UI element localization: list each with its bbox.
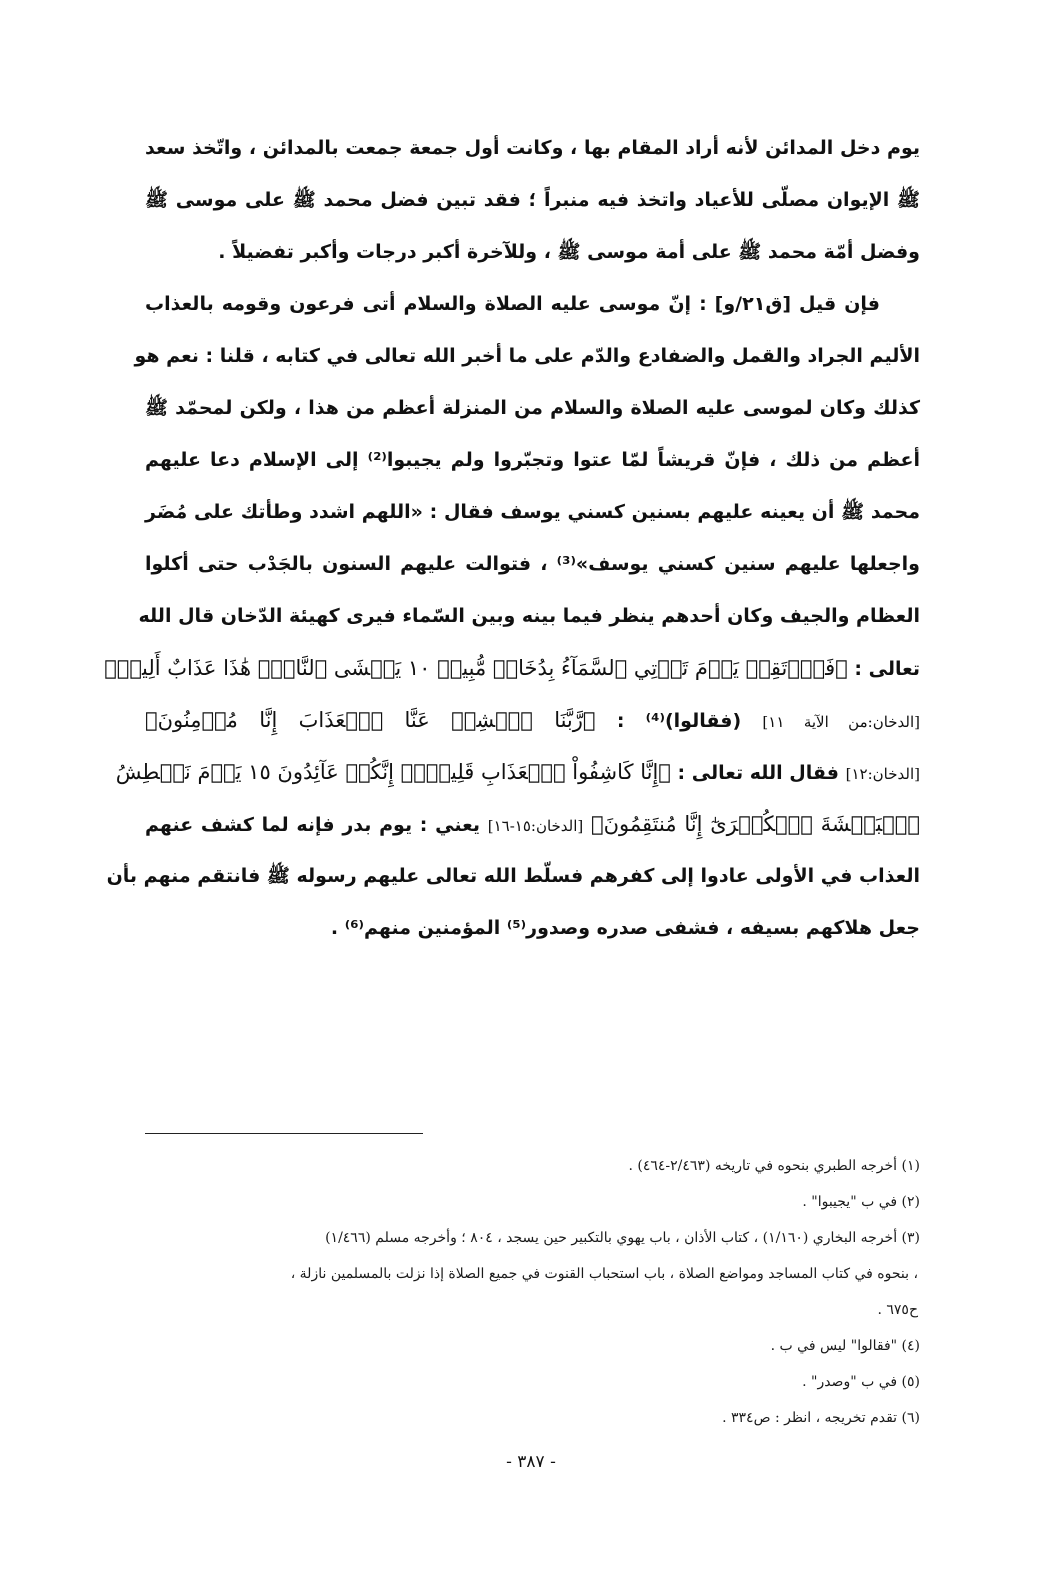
surah-reference-1: [الدخان:من الآية ١١] xyxy=(762,713,921,731)
verse-line-3 xyxy=(115,746,920,798)
footnote-6: (٦) تقدم تخريجه ، انظر : ص٣٣٤ . xyxy=(722,1410,920,1426)
footnote-2: (٢) في ب "يجيبوا" . xyxy=(802,1194,920,1210)
text-line-3: وفضل أمّة محمد ﷺ على أمة موسى ﷺ ، وللآخرة أكبر درجات وأكبر تفضيلاً . xyxy=(218,241,920,263)
closing-line-2: جعل هلاكهم بسيفه ، فشفى صدره وصدور⁽⁵⁾ المؤمنين منهم⁽⁶⁾ . xyxy=(330,917,920,939)
text-line-10: العظام والجيف وكان أحدهم ينظر فيما بينه وبين السّماء فيرى كهيئة الدّخان قال الله xyxy=(138,605,920,627)
closing-line-1: العذاب في الأولى عادوا إلى كفرهم فسلّط الله تعالى عليهم رسوله ﷺ فانتقم منهم بأن xyxy=(106,865,920,887)
footnote-5: (٥) في ب "وصدر" . xyxy=(802,1374,920,1390)
quran-verse-1: ﴿فَٱرۡتَقِبۡ يَوۡمَ تَأۡتِي ٱلسَّمَآءُ بِدُخَانٖ مُّبِينٖ ١٠ يَغۡشَى ٱلنَّاسَۖ هَٰذَا عَذَابٌ أَلِيمٞ﴾ xyxy=(104,656,848,680)
quran-verse-4: ٱلۡبَطۡشَةَ ٱلۡكُبۡرَىٰٓ إِنَّا مُنتَقِمُونَ﴾ xyxy=(591,812,920,836)
verse-line-2 xyxy=(145,694,920,746)
verse-line-1-prefix: تعالى : xyxy=(854,658,920,680)
footnote-divider xyxy=(145,1133,423,1134)
text-line-8: محمد ﷺ أن يعينه عليهم بسنين كسني يوسف فقال : «اللهم اشدد وطأتك على مُضَر xyxy=(145,501,920,523)
verse-line-3-text: فقال الله تعالى : xyxy=(677,762,839,784)
footnote-1: (١) أخرجه الطبري بنحوه في تاريخه (٢/٤٦٣-٤٦٤) . xyxy=(628,1158,920,1174)
footnote-3: (٣) أخرجه البخاري (١/١٦٠) ، كتاب الأذان ، باب يهوي بالتكبير حين يسجد ، ٨٠٤ ؛ وأخرجه مسلم (١/٤٦٦) xyxy=(325,1230,920,1246)
page-number: - ٣٨٧ - xyxy=(506,1452,556,1472)
quran-verse-3: ﴿إِنَّا كَاشِفُواْ ٱلۡعَذَابِ قَلِيلًاۚ إِنَّكُمۡ عَآئِدُونَ ١٥ يَوۡمَ نَبۡطِشُ xyxy=(115,760,671,784)
footnotes xyxy=(145,1148,920,1436)
main-text xyxy=(104,122,921,954)
footnote-4: (٤) "فقالوا" ليس في ب . xyxy=(770,1338,920,1354)
text-line-2: ﷺ الإيوان مصلّى للأعياد واتخذ فيه منبراً ؛ فقد تبين فضل محمد ﷺ على موسى ﷺ xyxy=(145,189,920,211)
verse-line-4-text: يعني : يوم بدر فإنه لما كشف عنهم xyxy=(145,814,480,836)
text-line-4: فإن قيل [ق٢١/و] : إنّ موسى عليه الصلاة والسلام أتى فرعون وقومه بالعذاب xyxy=(145,293,880,315)
footnote-3-hadith-number: ح٦٧٥ . xyxy=(877,1302,918,1318)
verse-line-1 xyxy=(104,642,920,694)
text-line-1: يوم دخل المدائن لأنه أراد المقام بها ، وكانت أول جمعة جمعت بالمدائن ، واتّخذ سعد xyxy=(145,137,920,159)
verse-line-4 xyxy=(145,798,920,850)
quran-verse-2: ﴿رَّبَّنَا ٱكۡشِفۡ عَنَّا ٱلۡعَذَابَ إِنَّا مُؤۡمِنُونَ﴾ xyxy=(145,708,596,732)
text-line-6: كذلك وكان لموسى عليه الصلاة والسلام من المنزلة أعظم من هذا ، ولكن لمحمّد ﷺ xyxy=(145,397,920,419)
surah-reference-3: [الدخان:١٥-١٦] xyxy=(487,817,584,835)
footnote-3-continuation: ، بنحوه في كتاب المساجد ومواضع الصلاة ، باب استحباب القنوت في جميع الصلاة إذا نزلت بالمسلمين نازلة ، xyxy=(290,1266,918,1282)
surah-reference-2: [الدخان:١٢] xyxy=(845,765,920,783)
text-line-5: الأليم الجراد والقمل والضفادع والدّم على ما أخبر الله تعالى في كتابه ، قلنا : نعم هو xyxy=(134,345,920,367)
verse-line-2-text: (فقالوا)⁽⁴⁾ : xyxy=(616,710,742,732)
text-line-7: أعظم من ذلك ، فإنّ قريشاً لمّا عتوا وتجبّروا ولم يجيبوا⁽²⁾ إلى الإسلام دعا عليهم xyxy=(145,449,920,471)
text-line-9: واجعلها عليهم سنين كسني يوسف»⁽³⁾ ، فتوالت عليهم السنون بالجَدْب حتى أكلوا xyxy=(145,553,920,575)
